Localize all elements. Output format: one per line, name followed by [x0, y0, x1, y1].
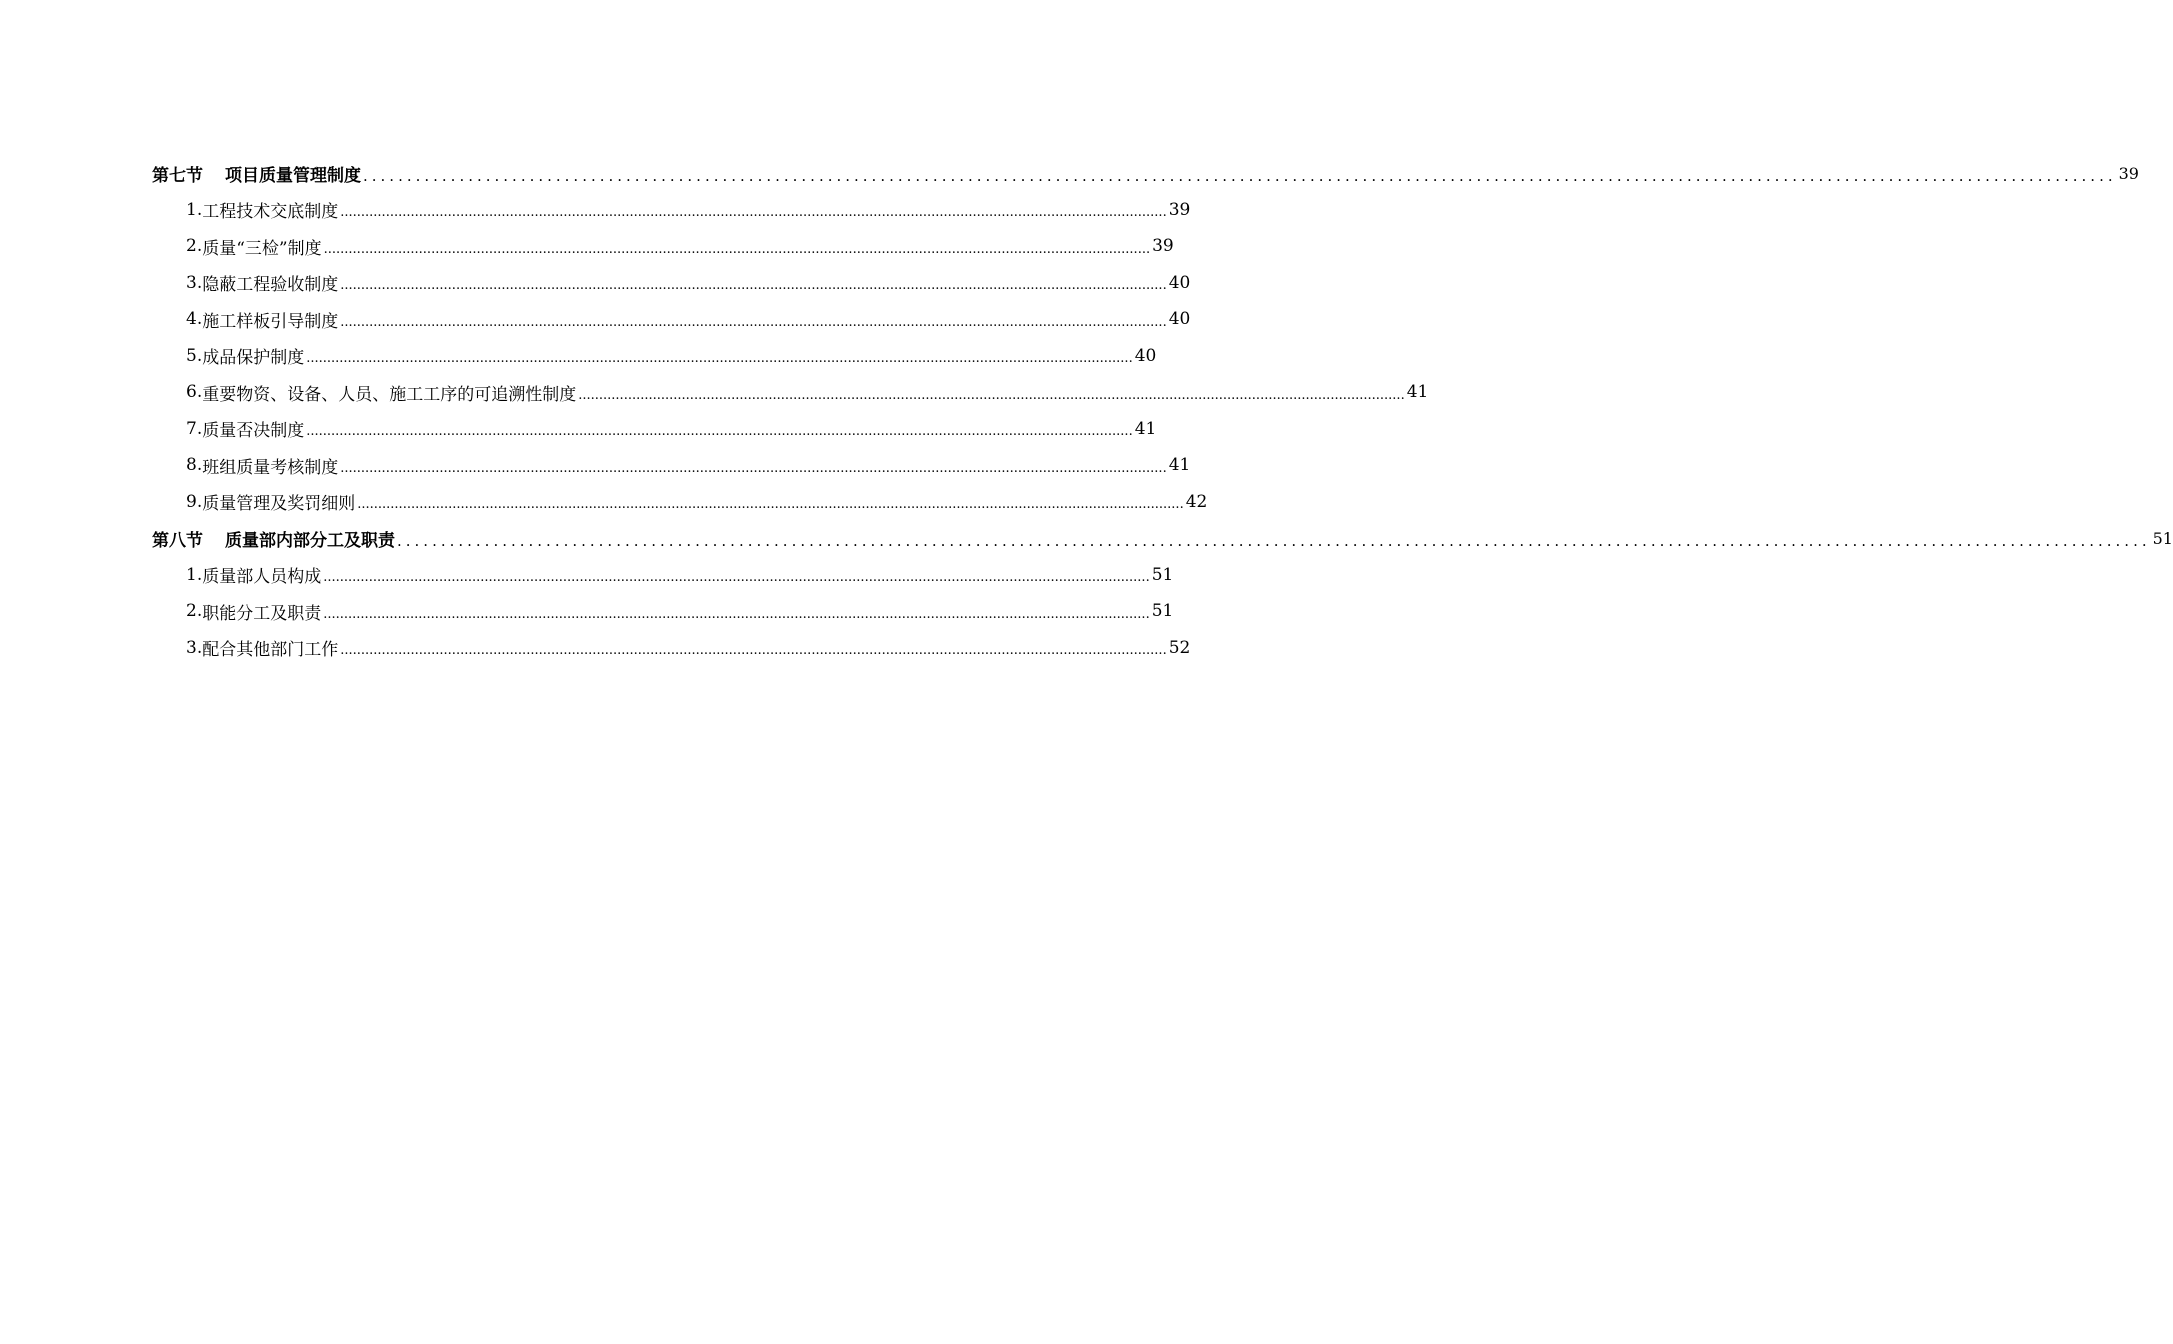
toc-item-number: 4. — [186, 309, 203, 330]
table-of-contents — [0, 155, 2173, 666]
toc-item-number: 9. — [186, 491, 203, 512]
toc-page-number: 41 — [1406, 382, 1429, 403]
toc-page-number: 40 — [1168, 309, 1191, 330]
toc-item-title: 职能分工及职责 — [202, 603, 322, 624]
toc-item-number: 7. — [186, 418, 203, 439]
toc-item-title: 重要物资、设备、人员、施工工序的可追溯性制度 — [202, 384, 577, 405]
toc-item-title: 施工样板引导制度 — [202, 311, 339, 332]
toc-dot-leader: ........................................................................................................................................................................................................ — [306, 351, 1133, 367]
toc-dot-leader: ........................................................................................................................................................................................................ — [363, 166, 2117, 185]
toc-item-title: 隐蔽工程验收制度 — [202, 275, 339, 296]
toc-page-number: 40 — [1168, 272, 1191, 293]
toc-dot-leader: ........................................................................................................................................................................................................ — [323, 241, 1151, 257]
toc-dot-leader: ........................................................................................................................................................................................................ — [578, 387, 1405, 403]
toc-dot-leader: ........................................................................................................................................................................................................ — [397, 531, 2151, 550]
toc-item[interactable] — [0, 228, 1174, 265]
toc-section-code: 第七节 — [152, 165, 203, 186]
toc-item-number: 3. — [186, 637, 203, 658]
toc-item-number: 6. — [186, 382, 203, 403]
toc-item[interactable] — [0, 192, 1191, 229]
toc-item-number: 1. — [186, 199, 203, 220]
toc-dot-leader: ........................................................................................................................................................................................................ — [357, 497, 1184, 513]
toc-item[interactable] — [0, 593, 1174, 630]
toc-page-number: 51 — [1151, 601, 1174, 622]
toc-page-number: 51 — [2152, 528, 2173, 548]
toc-item[interactable] — [0, 484, 1208, 521]
toc-dot-leader: ........................................................................................................................................................................................................ — [340, 643, 1167, 659]
toc-dot-leader: ........................................................................................................................................................................................................ — [323, 570, 1150, 586]
toc-item[interactable] — [0, 265, 1191, 302]
toc-section-code: 第八节 — [152, 530, 203, 551]
toc-item-title: 质量“三检”制度 — [202, 238, 322, 259]
toc-item[interactable] — [0, 301, 1191, 338]
toc-item-title: 质量否决制度 — [202, 421, 305, 442]
toc-page-number: 39 — [1168, 199, 1191, 220]
toc-item-number: 2. — [186, 236, 203, 257]
toc-section-title: 项目质量管理制度 — [225, 165, 361, 186]
toc-page-number: 52 — [1168, 637, 1191, 658]
toc-section-8[interactable] — [0, 520, 2173, 557]
toc-item-title: 班组质量考核制度 — [202, 457, 339, 478]
toc-dot-leader: ........................................................................................................................................................................................................ — [340, 205, 1167, 221]
toc-item-number: 8. — [186, 455, 203, 476]
toc-page-number: 51 — [1151, 564, 1174, 585]
toc-page-number: 39 — [1152, 236, 1174, 257]
toc-item[interactable] — [0, 447, 1191, 484]
toc-item-title: 成品保护制度 — [202, 348, 305, 369]
toc-dot-leader: ........................................................................................................................................................................................................ — [340, 278, 1167, 294]
toc-dot-leader: ........................................................................................................................................................................................................ — [323, 606, 1150, 622]
toc-item[interactable] — [0, 374, 1429, 411]
toc-item-number: 3. — [186, 272, 203, 293]
toc-dot-leader: ........................................................................................................................................................................................................ — [340, 460, 1167, 476]
toc-item-title: 质量部人员构成 — [202, 567, 322, 588]
toc-item[interactable] — [0, 411, 1157, 448]
toc-item[interactable] — [0, 338, 1157, 375]
toc-item-number: 2. — [186, 601, 203, 622]
toc-page-number: 41 — [1134, 418, 1157, 439]
toc-item-title: 配合其他部门工作 — [202, 640, 339, 661]
toc-section-7[interactable] — [0, 155, 2139, 192]
toc-item-number: 1. — [186, 564, 203, 585]
toc-page-number: 40 — [1134, 345, 1157, 366]
toc-dot-leader: ........................................................................................................................................................................................................ — [340, 314, 1167, 330]
toc-dot-leader: ........................................................................................................................................................................................................ — [306, 424, 1133, 440]
toc-item-number: 5. — [186, 345, 203, 366]
toc-item-title: 质量管理及奖罚细则 — [202, 494, 356, 515]
toc-item[interactable] — [0, 557, 1174, 594]
toc-item[interactable] — [0, 630, 1191, 667]
toc-item-title: 工程技术交底制度 — [202, 202, 339, 223]
toc-page-number: 42 — [1185, 491, 1208, 512]
toc-page-number: 39 — [2118, 163, 2139, 183]
toc-section-title: 质量部内部分工及职责 — [225, 530, 395, 551]
toc-page-number: 41 — [1168, 455, 1191, 476]
